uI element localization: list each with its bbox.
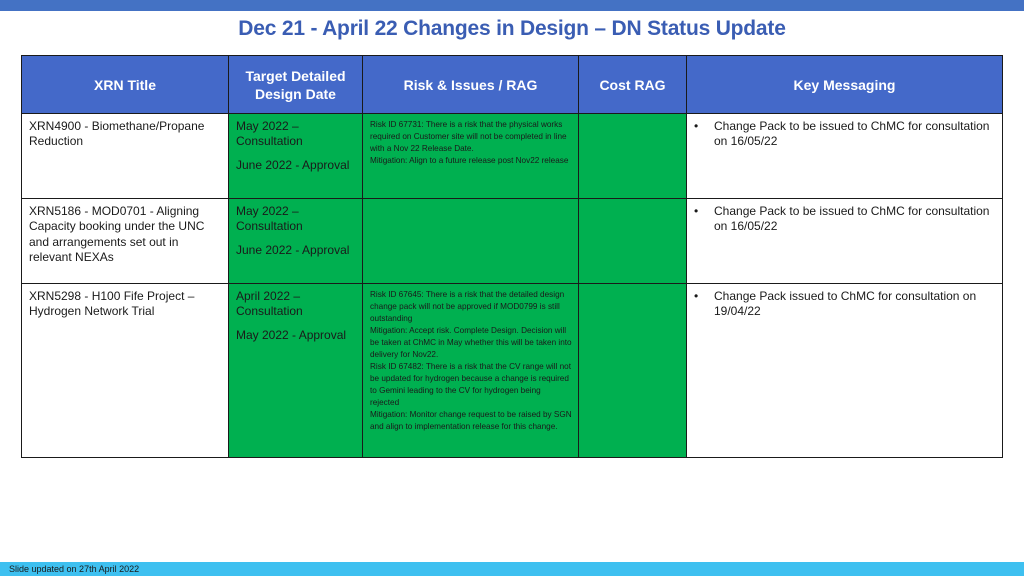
cost-rag-cell: [579, 284, 687, 458]
bullet-icon: •: [694, 119, 699, 133]
status-table: [21, 55, 1003, 458]
risk-line: Risk ID 67482: There is a risk that the CV range will not be updated for hydrogen because a change is required to Gemini leading to the CV for hydrogen being rejected: [370, 362, 571, 407]
key-messaging-cell: [687, 114, 1003, 199]
risk-description: [363, 284, 578, 435]
xrn-title: XRN4900 - Biomethane/Propane Reduction: [29, 119, 205, 149]
page-title: Dec 21 - April 22 Changes in Design – DN Status Update: [238, 17, 786, 40]
key-messaging-cell: [687, 284, 1003, 458]
table-row: [22, 284, 1003, 458]
column-header-cost-rag: Cost RAG: [579, 56, 687, 114]
cost-rag-cell: [579, 114, 687, 199]
xrn-title: XRN5298 - H100 Fife Project – Hydrogen Network Trial: [29, 289, 195, 319]
risk-rag-cell: [363, 284, 579, 458]
column-header-xrn-title: XRN Title: [22, 56, 229, 114]
target-date-cell: [229, 114, 363, 199]
table-header-row: [22, 56, 1003, 114]
column-header-risk-issues: Risk & Issues / RAG: [363, 56, 579, 114]
xrn-title-cell: [22, 114, 229, 199]
xrn-title-cell: [22, 199, 229, 284]
table-row: [22, 114, 1003, 199]
consultation-date: May 2022 – Consultation: [236, 204, 303, 234]
xrn-title-cell: [22, 284, 229, 458]
approval-date: June 2022 - Approval: [236, 242, 350, 257]
bullet-icon: •: [694, 289, 699, 303]
approval-date: May 2022 - Approval: [236, 327, 347, 342]
column-header-key-messaging: Key Messaging: [687, 56, 1003, 114]
key-message: Change Pack to be issued to ChMC for consultation on 16/05/22: [714, 119, 990, 149]
top-accent-bar: [0, 0, 1024, 11]
footer-bar: [0, 562, 1024, 576]
risk-line: Mitigation: Monitor change request to be raised by SGN and align to implementation release for this change.: [370, 410, 572, 431]
key-messaging-cell: [687, 199, 1003, 284]
slide-updated-note: Slide updated on 27th April 2022: [9, 564, 140, 574]
target-date-cell: [229, 199, 363, 284]
column-header-target-date: Target Detailed Design Date: [229, 56, 363, 114]
key-message: Change Pack to be issued to ChMC for consultation on 16/05/22: [714, 204, 990, 234]
risk-rag-cell: [363, 114, 579, 199]
consultation-date: May 2022 – Consultation: [236, 119, 303, 149]
bullet-icon: •: [694, 204, 699, 218]
risk-line: Risk ID 67645: There is a risk that the detailed design change pack will not be approved if MOD0799 is still outstanding: [370, 290, 565, 323]
table-row: [22, 199, 1003, 284]
risk-line: Mitigation: Accept risk. Complete Design. Decision will be taken at ChMC in May whether this will be taken into delivery for Nov22.: [370, 326, 572, 359]
approval-date: June 2022 - Approval: [236, 157, 350, 172]
target-date-cell: [229, 284, 363, 458]
consultation-date: April 2022 – Consultation: [236, 289, 303, 319]
risk-description: [363, 114, 578, 169]
risk-line: Mitigation: Align to a future release post Nov22 release: [370, 156, 569, 165]
cost-rag-cell: [579, 199, 687, 284]
key-message: Change Pack issued to ChMC for consultation on 19/04/22: [714, 289, 977, 319]
xrn-title: XRN5186 - MOD0701 - Aligning Capacity booking under the UNC and arrangements set out in relevant NEXAs: [29, 204, 205, 264]
risk-rag-cell: [363, 199, 579, 284]
risk-line: Risk ID 67731: There is a risk that the physical works required on Customer site will not be completed in line with a Nov 22 Release Date.: [370, 120, 567, 153]
